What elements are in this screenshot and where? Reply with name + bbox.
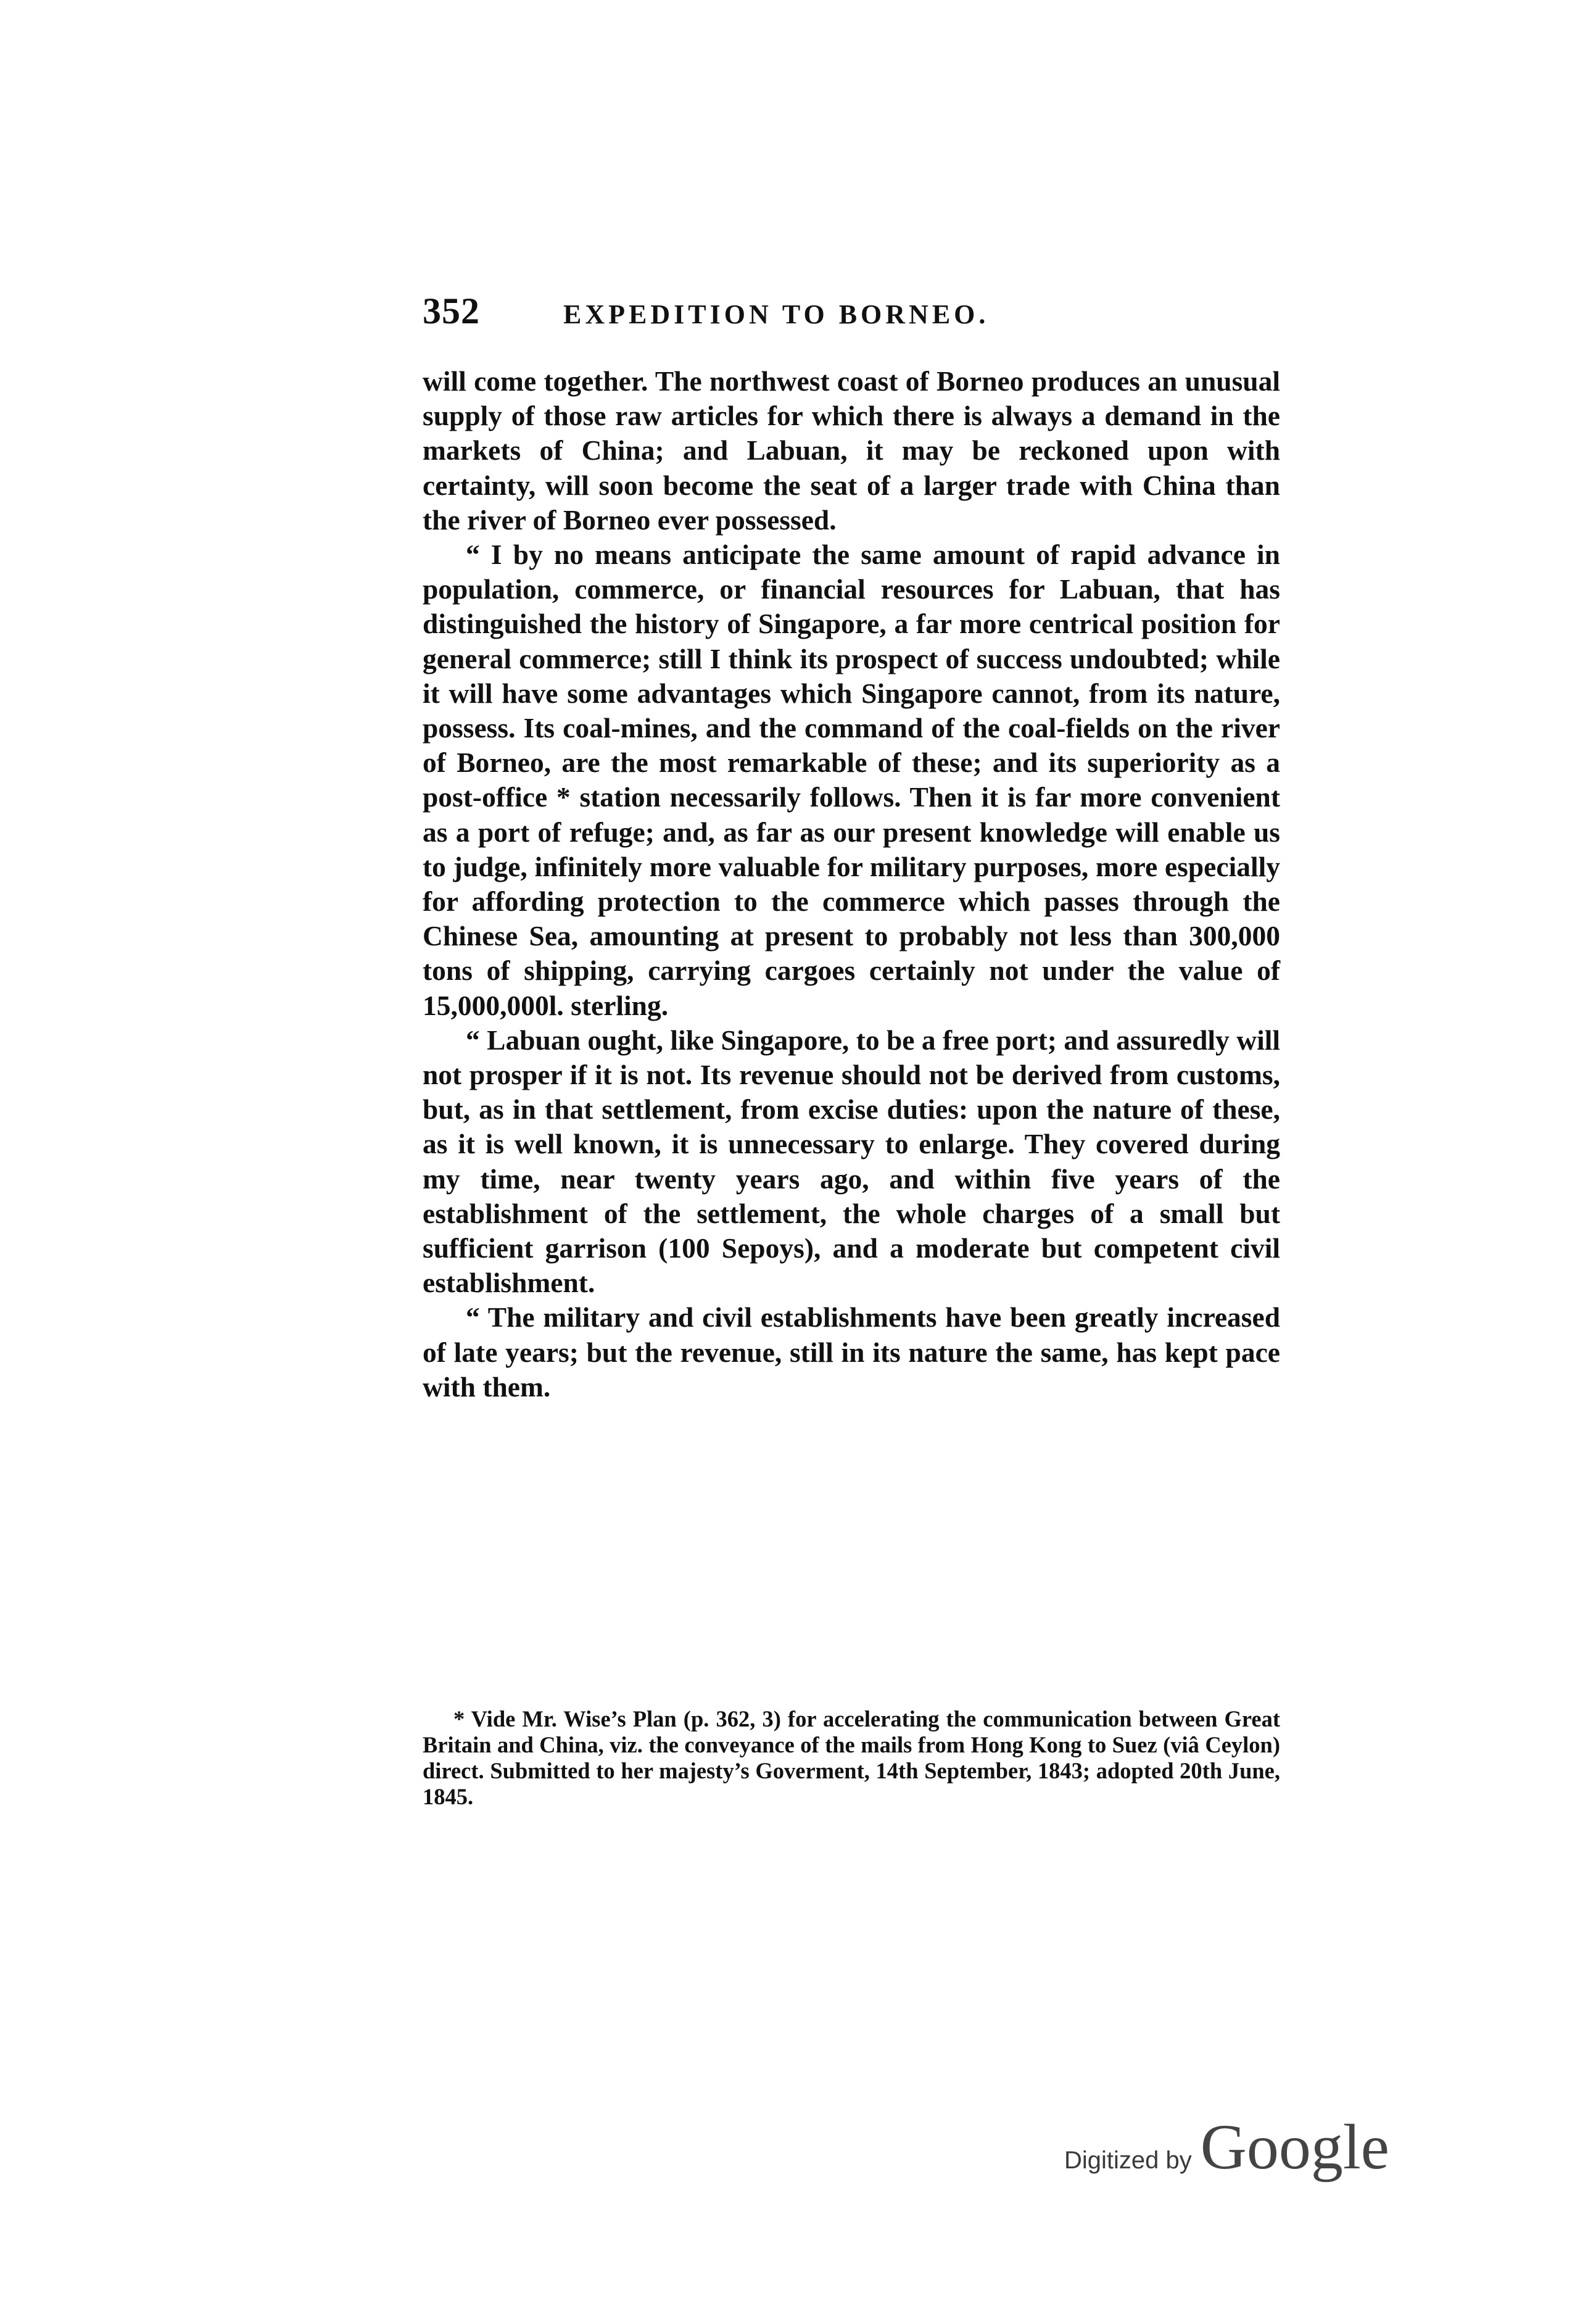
footnote-text: * Vide Mr. Wise’s Plan (p. 362, 3) for accelerating the communication between Great Britain and China, viz. the conveyance of the mails from Hong Kong to Suez (viâ Ceylon) direct. Submitted to her majesty’s Goverment, 14th September, 1843; adopted 20th June, 1845. [423, 1706, 1280, 1809]
watermark-prefix: Digitized by [1064, 2147, 1192, 2174]
digitized-by-watermark [1064, 2110, 1389, 2184]
running-title: EXPEDITION TO BORNEO. [563, 299, 990, 330]
page-number: 352 [423, 291, 480, 331]
footnote [423, 1706, 1280, 1810]
paragraph-2: “ I by no means anticipate the same amount of rapid advance in population, commerce, or financial resources for Labuan, that has distinguished the history of Singapore, a far more centrical position for general commerce; still I think its prospect of success undoubted; while it will have some advantages which Singapore cannot, from its nature, possess. Its coal-mines, and the command of the coal-fields on the river of Borneo, are the most remarkable of these; and its superiority as a post-office * station necessarily follows. Then it is far more convenient as a port of refuge; and, as far as our present knowledge will enable us to judge, infinitely more valuable for military purposes, more especially for affording protection to the commerce which passes through the Chinese Sea, amounting at present to probably not less than 300,000 tons of shipping, carrying cargoes certainly not under the value of 15,000,000l. sterling. [423, 539, 1280, 1021]
body-text [423, 364, 1280, 1404]
paragraph-3: “ Labuan ought, like Singapore, to be a free port; and assuredly will not prosper if it is not. Its revenue should not be derived from customs, but, as in that settlement, from excise duties: upon the nature of these, as it is well known, it is unnecessary to enlarge. They covered during my time, near twenty years ago, and within five years of the establishment of the settlement, the whole charges of a small but sufficient garrison (100 Sepoys), and a moderate but competent civil establishment. [423, 1024, 1280, 1299]
paragraph-1: will come together. The northwest coast of Borneo produces an unusual supply of those raw articles for which there is always a demand in the markets of China; and Labuan, it may be reckoned upon with certainty, will soon become the seat of a larger trade with China than the river of Borneo ever possessed. [423, 365, 1280, 536]
google-logo: Google [1200, 2112, 1389, 2183]
page-header [423, 290, 1292, 346]
paragraph-4: “ The military and civil establishments have been greatly increased of late years; but the revenue, still in its nature the same, has kept pace with them. [423, 1301, 1280, 1403]
